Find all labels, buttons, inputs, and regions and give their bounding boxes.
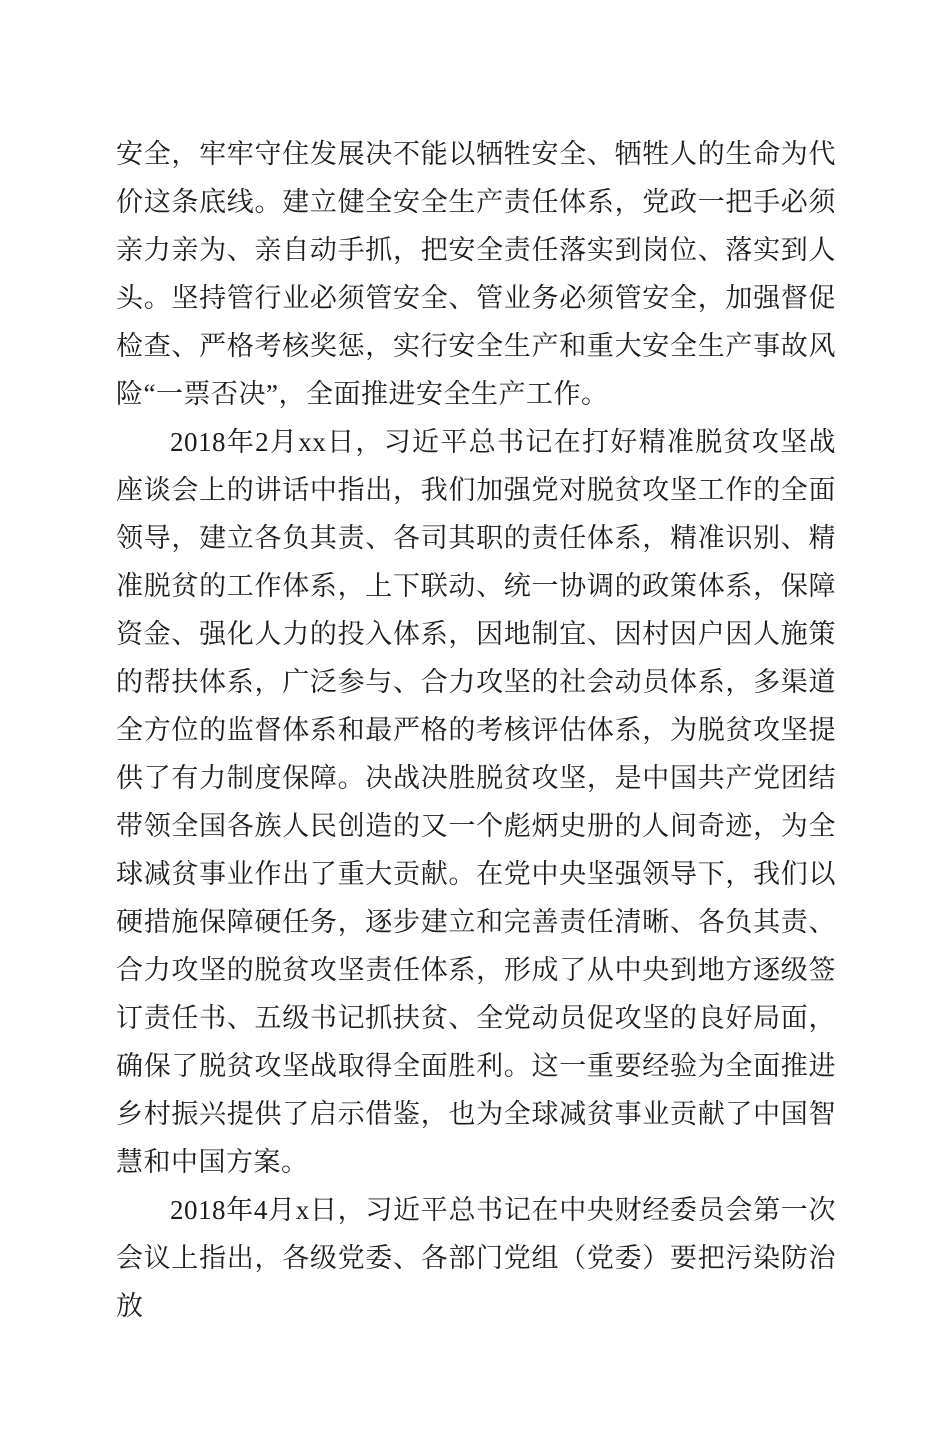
document-content	[116, 130, 836, 1330]
paragraph: 2018年2月xx日，习近平总书记在打好精准脱贫攻坚战座谈会上的讲话中指出，我们加强党对脱贫攻坚工作的全面领导，建立各负其责、各司其职的责任体系，精准识别、精准脱贫的工作体系，上下联动、统一协调的政策体系，保障资金、强化人力的投入体系，因地制宜、因村因户因人施策的帮扶体系，广泛参与、合力攻坚的社会动员体系，多渠道全方位的监督体系和最严格的考核评估体系，为脱贫攻坚提供了有力制度保障。决战决胜脱贫攻坚，是中国共产党团结带领全国各族人民创造的又一个彪炳史册的人间奇迹，为全球减贫事业作出了重大贡献。在党中央坚强领导下，我们以硬措施保障硬任务，逐步建立和完善责任清晰、各负其责、合力攻坚的脱贫攻坚责任体系，形成了从中央到地方逐级签订责任书、五级书记抓扶贫、全党动员促攻坚的良好局面，确保了脱贫攻坚战取得全面胜利。这一重要经验为全面推进乡村振兴提供了启示借鉴，也为全球减贫事业贡献了中国智慧和中国方案。	[116, 427, 836, 1177]
paragraph: 2018年4月x日，习近平总书记在中央财经委员会第一次会议上指出，各级党委、各部门党组（党委）要把污染防治放	[116, 1195, 836, 1321]
paragraph: 安全，牢牢守住发展决不能以牺牲安全、牺牲人的生命为代价这条底线。建立健全安全生产责任体系，党政一把手必须亲力亲为、亲自动手抓，把安全责任落实到岗位、落实到人头。坚持管行业必须管安全、管业务必须管安全，加强督促检查、严格考核奖惩，实行安全生产和重大安全生产事故风险“一票否决”，全面推进安全生产工作。	[116, 139, 836, 409]
